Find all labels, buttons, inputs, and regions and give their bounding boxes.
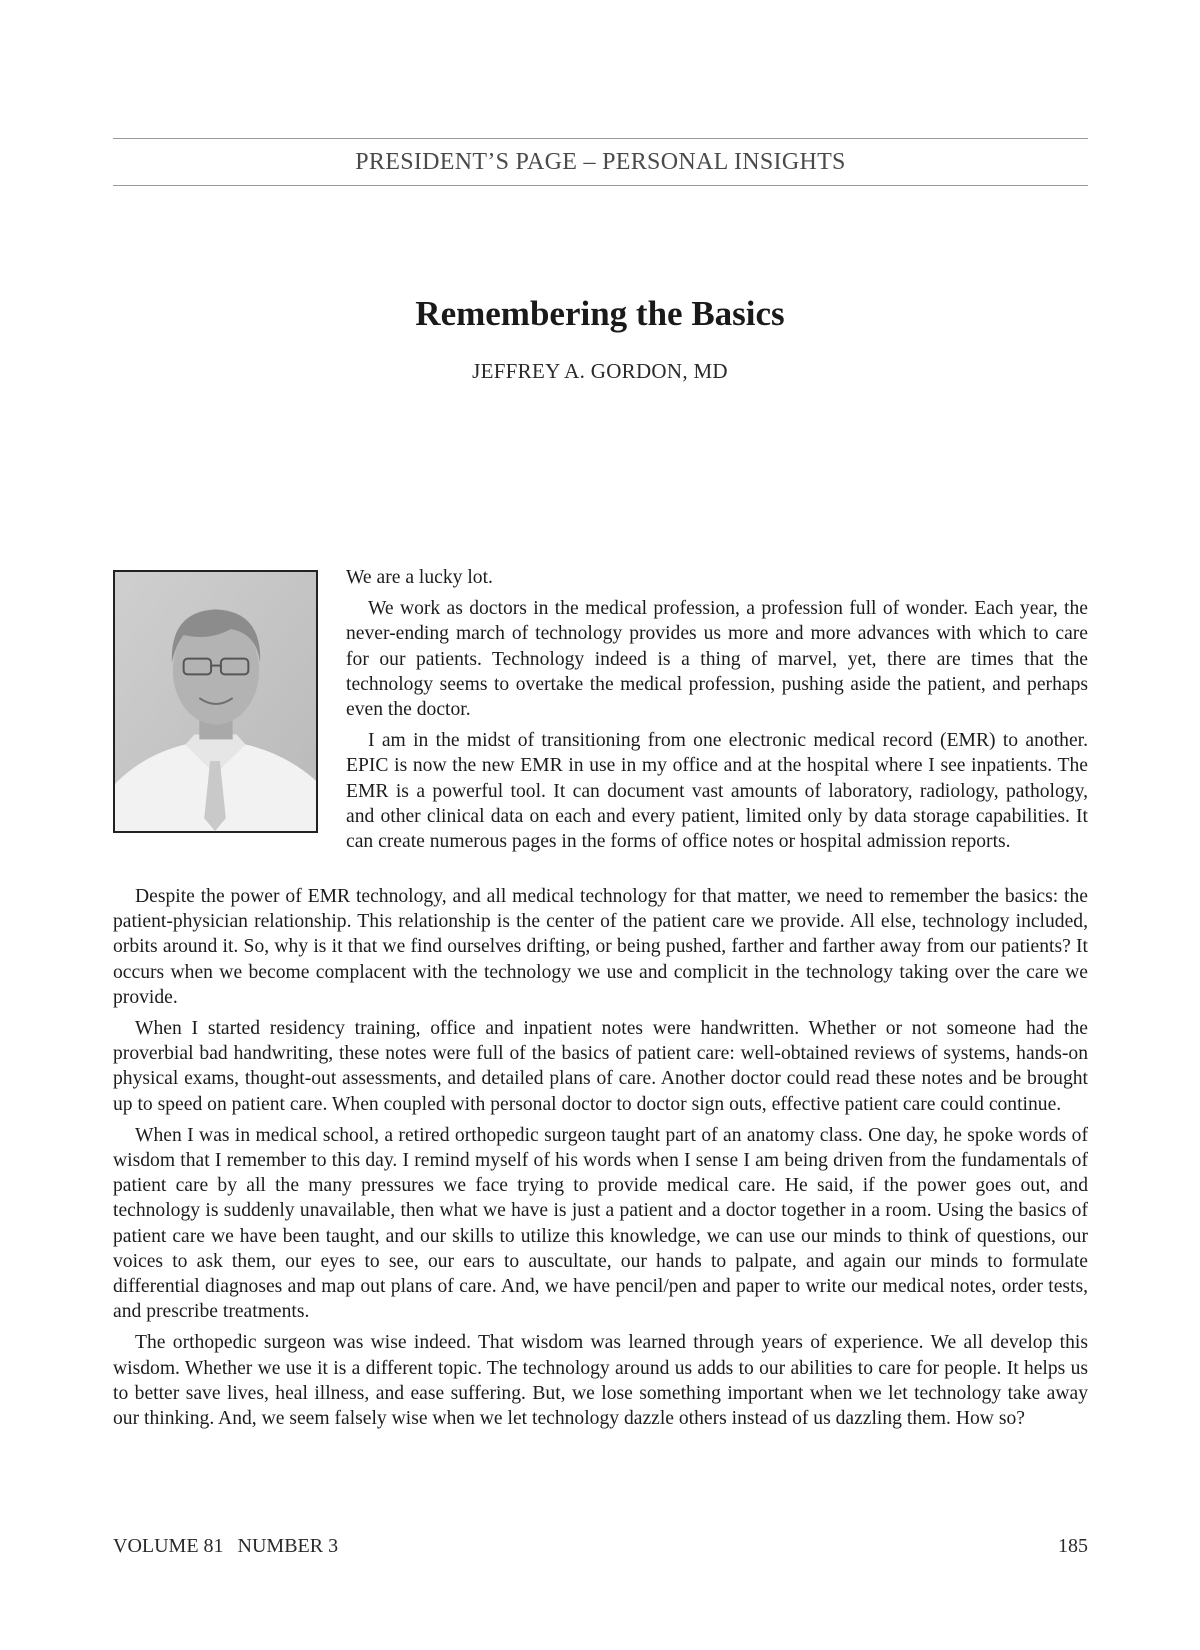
section-heading: PRESIDENT’S PAGE – PERSONAL INSIGHTS — [355, 149, 846, 175]
paragraph: I am in the midst of transitioning from one electronic medical record (EMR) to another. EPIC is now the new EMR in use in my office and at the hospital where I see inpatients. The EMR is a powerful tool. It can document vast amounts of laboratory, radiology, pathology, and other clinical data on each and every patient, limited only by data storage capabilities. It can create numerous pages in the forms of office notes or hospital admission reports. — [346, 730, 1088, 853]
paragraph: We work as doctors in the medical profession, a profession full of wonder. Each year, the never-ending march of technology provides us more and more advances with which to care for our patients. Technology indeed is a thing of marvel, yet, there are times that the technology seems to overtake the medical profession, pushing aside the patient, and perhaps even the doctor. — [346, 598, 1088, 721]
footer-volume: VOLUME 81 — [113, 1535, 224, 1557]
article-author: JEFFREY A. GORDON, MD — [472, 359, 728, 383]
page-number: 185 — [1058, 1535, 1088, 1557]
author-photo — [113, 570, 318, 833]
paragraph: We are a lucky lot. — [346, 567, 493, 588]
header-rule-bottom — [113, 185, 1088, 186]
author-portrait-image — [115, 572, 316, 831]
paragraph: When I started residency training, office and inpatient notes were handwritten. Whether or not someone had the proverbial bad handwriting, these notes were full of the basics of patient care: well-obtained reviews of systems, hands-on physical exams, thought-out assessments, and detailed plans of care. Another doctor could read these notes and be brought up to speed on patient care. When coupled with personal doctor to doctor sign outs, effective patient care could continue. — [113, 1018, 1088, 1115]
header-rule-top — [113, 138, 1088, 139]
paragraph: When I was in medical school, a retired orthopedic surgeon taught part of an anatomy class. One day, he spoke words of wisdom that I remember to this day. I remind myself of his words when I sense I am being driven from the fundamentals of patient care by all the many pressures we face trying to provide medical care. He said, if the power goes out, and technology is suddenly unavailable, then what we have is just a patient and a doctor together in a room. Using the basics of patient care we have been taught, and our skills to utilize this knowledge, we can use our minds to think of questions, our voices to ask them, our eyes to see, our ears to auscultate, our hands to palpate, and again our minds to formulate differential diagnoses and map out plans of care. And, we have pencil/pen and paper to write our medical notes, order tests, and prescribe treatments. — [113, 1124, 1088, 1323]
article-title: Remembering the Basics — [415, 294, 785, 333]
paragraph: The orthopedic surgeon was wise indeed. That wisdom was learned through years of experience. We all develop this wisdom. Whether we use it is a different topic. The technology around us adds to our abilities to care for people. It helps us to better save lives, heal illness, and ease suffering. But, we lose something important when we let technology take away our thinking. And, we seem falsely wise when we let technology dazzle others instead of us dazzling them. How so? — [113, 1332, 1088, 1430]
footer-journal-info — [113, 1532, 338, 1560]
article-body-main — [113, 884, 1088, 1437]
paragraph: Despite the power of EMR technology, and all medical technology for that matter, we need to remember the basics: the patient-physician relationship. This relationship is the center of the patient care we provide. All else, technology included, orbits around it. So, why is it that we find ourselves drifting, or being pushed, farther and farther away from our patients? It occurs when we become complacent with the technology we use and complicit in the technology taking over the care we provide. — [113, 886, 1088, 1008]
article-body-top — [346, 565, 1088, 860]
footer-number: NUMBER 3 — [237, 1535, 339, 1557]
